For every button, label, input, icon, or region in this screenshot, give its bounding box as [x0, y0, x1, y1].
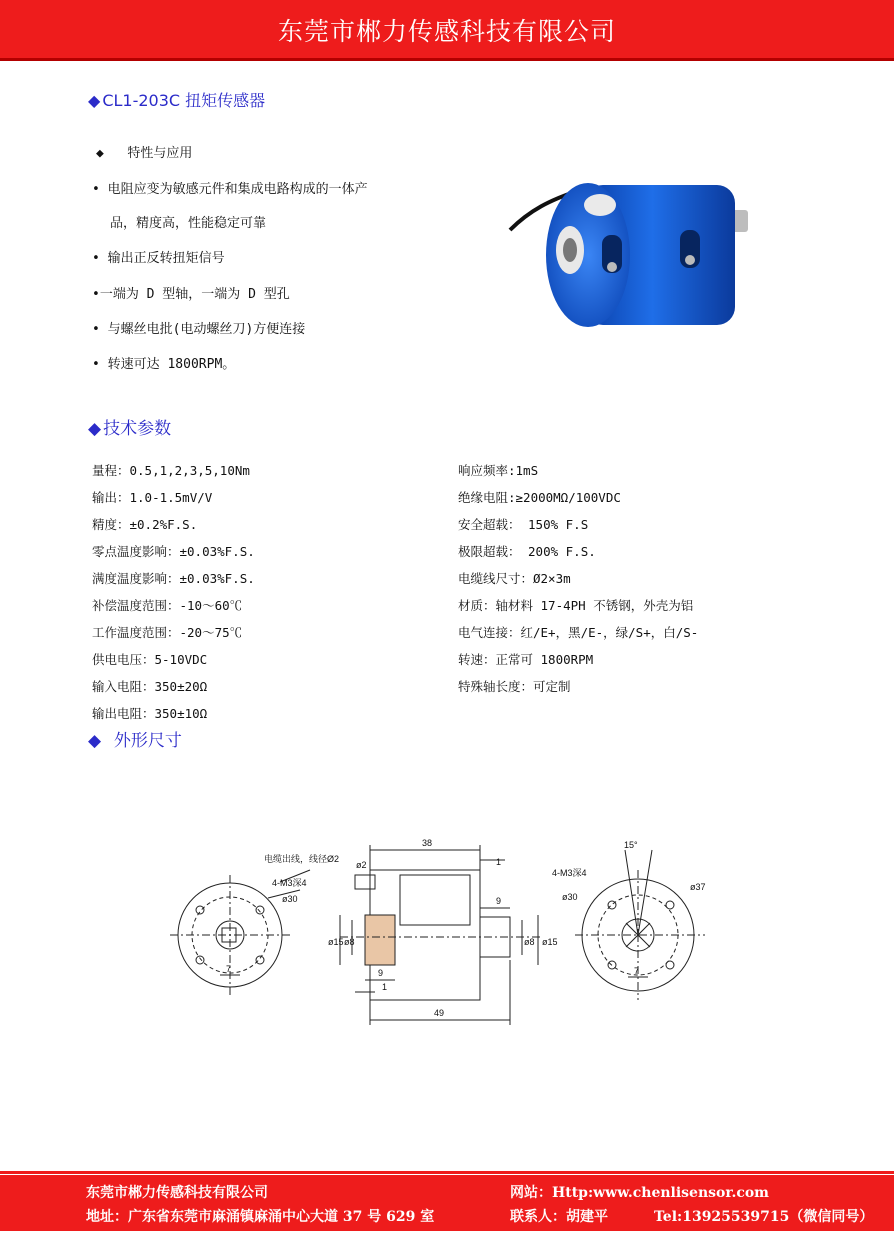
dimension-drawing	[160, 820, 720, 1030]
sensor-hole-inner	[563, 238, 577, 262]
product-title: CL1-203C 扭矩传感器	[102, 91, 266, 110]
dim-m3-left: 4-M3深4	[272, 878, 307, 888]
spec-right: 特殊轴长度：可定制	[458, 679, 571, 694]
spec-right: 电气连接：红/E+，黑/E-，绿/S+，白/S-	[458, 625, 699, 640]
spec-right: 材质：轴材料 17-4PH 不锈钢，外壳为铝	[458, 598, 694, 613]
spec-left: 输出：1.0-1.5mV/V	[92, 490, 213, 505]
company-title: 东莞市郴力传感科技有限公司	[277, 17, 616, 46]
spec-left: 量程：0.5,1,2,3,5,10Nm	[92, 463, 250, 478]
feature-item: • 转速可达 1800RPM。	[92, 357, 236, 372]
diamond-icon: ◆	[96, 146, 104, 161]
screw	[607, 262, 617, 272]
dimensions-title-row	[88, 726, 182, 751]
dim-deg15: 15°	[624, 840, 638, 850]
product-photo	[500, 150, 760, 340]
left-bolt	[196, 956, 204, 964]
footer-address: 地址：广东省东莞市麻涌镇麻涌中心大道 37 号 629 室	[86, 1209, 435, 1225]
features-heading-row	[96, 142, 192, 161]
dim-phi2: ø2	[356, 860, 367, 870]
features-heading: 特性与应用	[127, 146, 193, 161]
spec-left: 输入电阻：350±20Ω	[92, 679, 208, 694]
footer-bar	[0, 1175, 894, 1231]
specs-title-row	[88, 414, 171, 439]
spec-right: 电缆线尺寸：Ø2×3m	[458, 571, 571, 586]
side-hole-section	[365, 915, 395, 965]
spec-right: 绝缘电阻:≥2000MΩ/100VDC	[458, 490, 621, 505]
diamond-icon: ◆	[88, 419, 102, 439]
feature-item: • 与螺丝电批(电动螺丝刀)方便连接	[92, 322, 306, 337]
dimensions-title: 外形尺寸	[113, 731, 182, 751]
header-bar	[0, 0, 894, 61]
dim-nine-bottom: 9	[378, 968, 384, 978]
right-bolt	[666, 961, 674, 969]
spec-left: 供电电压：5-10VDC	[92, 652, 208, 667]
dim-one-top: 1	[496, 857, 502, 867]
dim-nine-right: 9	[496, 896, 502, 906]
spec-left: 精度：±0.2%F.S.	[92, 517, 198, 532]
feature-item: •一端为 D 型轴，一端为 D 型孔	[92, 287, 290, 302]
left-bolt	[256, 906, 264, 914]
dim-cable-label: 电缆出线，线径Ø2	[264, 854, 340, 864]
footer-divider	[0, 1171, 894, 1174]
spec-left: 输出电阻：350±10Ω	[92, 706, 208, 721]
cable-gland	[584, 194, 616, 216]
diamond-icon: ◆	[88, 91, 101, 110]
dim-len38: 38	[422, 838, 433, 848]
feature-item: • 电阻应变为敏感元件和集成电路构成的一体产	[92, 182, 368, 197]
spec-right: 安全超载： 150% F.S	[458, 517, 589, 532]
dim-seven-left: 7	[226, 964, 232, 974]
footer-tel: Tel:13925539715（微信同号）	[654, 1209, 874, 1225]
spec-left: 工作温度范围：-20～75℃	[92, 625, 243, 640]
product-title-row	[88, 88, 265, 111]
spec-left: 零点温度影响：±0.03%F.S.	[92, 544, 255, 559]
footer-contact: 联系人：胡建平	[510, 1209, 608, 1225]
left-bolt	[256, 956, 264, 964]
spec-right: 转速：正常可 1800RPM	[458, 652, 594, 667]
specs-title: 技术参数	[103, 419, 172, 439]
spec-right: 响应频率:1mS	[458, 463, 539, 478]
dim-phi30-left: ø30	[282, 894, 298, 904]
side-cable-block	[400, 875, 470, 925]
dim-phi30-right: ø30	[562, 892, 578, 902]
dim-phi15-right: ø15	[542, 937, 558, 947]
left-bolt	[196, 906, 204, 914]
dim-phi15-left: ø15	[328, 937, 344, 947]
side-cable	[355, 875, 375, 889]
diamond-icon: ◆	[88, 731, 102, 751]
dim-one-bottom: 1	[382, 982, 388, 992]
spec-left: 补偿温度范围：-10～60℃	[92, 598, 243, 613]
screw	[685, 255, 695, 265]
dim-len49: 49	[434, 1008, 445, 1018]
dim-phi8-left: ø8	[344, 937, 355, 947]
feature-item: 品，精度高，性能稳定可靠	[110, 216, 267, 231]
dim-seven-right: 7	[634, 966, 640, 976]
footer-website[interactable]: 网站：Http:www.chenlisensor.com	[510, 1185, 769, 1201]
right-bolt	[608, 901, 616, 909]
dim-phi37: ø37	[690, 882, 706, 892]
dim-m3-right: 4-M3深4	[552, 868, 587, 878]
feature-item: • 输出正反转扭矩信号	[92, 251, 225, 266]
footer-company: 东莞市郴力传感科技有限公司	[86, 1185, 268, 1201]
right-bolt	[666, 901, 674, 909]
spec-right: 极限超载： 200% F.S.	[458, 544, 596, 559]
spec-left: 满度温度影响：±0.03%F.S.	[92, 571, 255, 586]
dim-phi8-right: ø8	[524, 937, 535, 947]
